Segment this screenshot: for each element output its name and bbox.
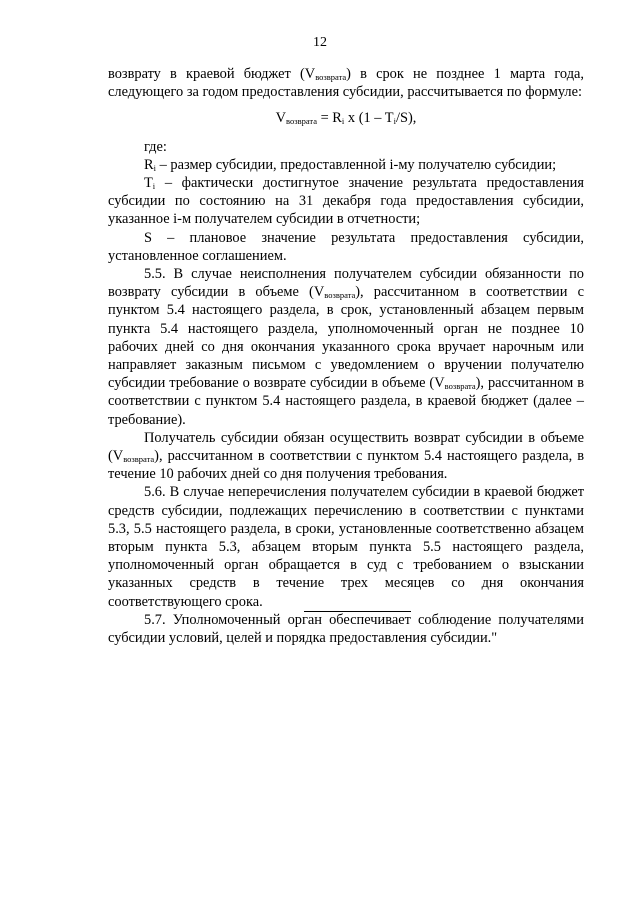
t-definition-text: – фактически достигнутое значение результата предоставления субсидии по состоянию на 31 декабря года предоставления субсидии, указанное i-м получателем субсидии в отчетности; — [108, 175, 584, 228]
recipient-sub: возврата — [123, 454, 155, 465]
formula — [108, 109, 584, 127]
paragraph-t-definition — [108, 174, 584, 229]
intro-text-start: возврату в краевой бюджет (V — [108, 66, 316, 82]
p55-sub2: возврата — [444, 381, 476, 392]
paragraph-intro — [108, 65, 584, 101]
p55-part1: 5.5. В случае неисполнения получателем субсидии обязанности по возврату субсидии в объеме (V — [108, 266, 584, 301]
page-number: 12 — [313, 35, 327, 50]
formula-end: /S), — [395, 110, 417, 127]
symbol-r: R — [144, 156, 154, 173]
r-definition-text: – размер субсидии, предоставленной i-му получателю субсидии; — [155, 156, 557, 173]
intro-text-end: ) в срок не позднее 1 марта года, следующего за годом предоставления субсидии, рассчитывается по формуле: — [108, 66, 584, 101]
paragraph-5-5 — [108, 265, 584, 429]
formula-sub-return: возврата — [286, 116, 317, 127]
footer-rule — [304, 611, 411, 612]
p55-sub1: возврата — [324, 290, 356, 301]
symbol-r-sub: i — [153, 162, 156, 173]
subscript-return: возврата — [315, 72, 347, 82]
paragraph-5-7: 5.7. Уполномоченный орган обеспечивает соблюдение получателями субсидии условий, целей и порядка предоставления субсидии." — [108, 611, 584, 647]
paragraph-where: где: — [144, 138, 167, 155]
formula-x-part: x (1 – T — [344, 110, 394, 127]
formula-v: V — [275, 110, 287, 127]
recipient-part1: Получатель субсидии обязан осуществить возврат субсидии в объеме (V — [108, 429, 584, 465]
formula-sub-i-t: i — [393, 116, 396, 127]
paragraph-r-definition — [108, 156, 584, 174]
symbol-t: T — [144, 175, 153, 192]
p55-part3: ), рассчитанном в соответствии с пунктом 5.4 настоящего раздела, в краевой бюджет (далее – требование). — [108, 375, 584, 428]
formula-sub-i-r: i — [341, 116, 345, 127]
symbol-t-sub: i — [152, 181, 156, 192]
p55-part2: ), рассчитанном в соответствии с пунктом 5.4 настоящего раздела, в срок, установленный абзацем первым пункта 5.4 настоящего раздела, уполномоченный орган не позднее 10 рабочих дней со дня окончания указанного срока вручает нарочным или направляет заказным письмом с уведомлением о вручении получателю субсидии требование о возврате субсидии в объеме (V — [108, 284, 584, 392]
paragraph-5-6: 5.6. В случае неперечисления получателем субсидии в краевой бюджет средств субсидии, подлежащих перечислению в соответствии с пунктами 5.3, 5.5 настоящего раздела, в сроки, установленные соответственно абзацем вторым пункта 5.3, абзацем вторым пункта 5.5 настоящего раздела, уполномоченный орган обращается в суд с требованием о взыскании указанных средств в течение трех месяцев со дня окончания соответствующего срока. — [108, 484, 584, 610]
document-body — [108, 65, 584, 647]
formula-eq-r: = R — [317, 110, 342, 127]
recipient-part2: ), рассчитанном в соответствии с пунктом 5.4 настоящего раздела, в течение 10 рабочих дней со дня получения требования. — [108, 448, 584, 483]
paragraph-recipient-obligation — [108, 429, 584, 484]
paragraph-s-definition: S – плановое значение результата предоставления субсидии, установленное соглашением. — [108, 229, 584, 264]
